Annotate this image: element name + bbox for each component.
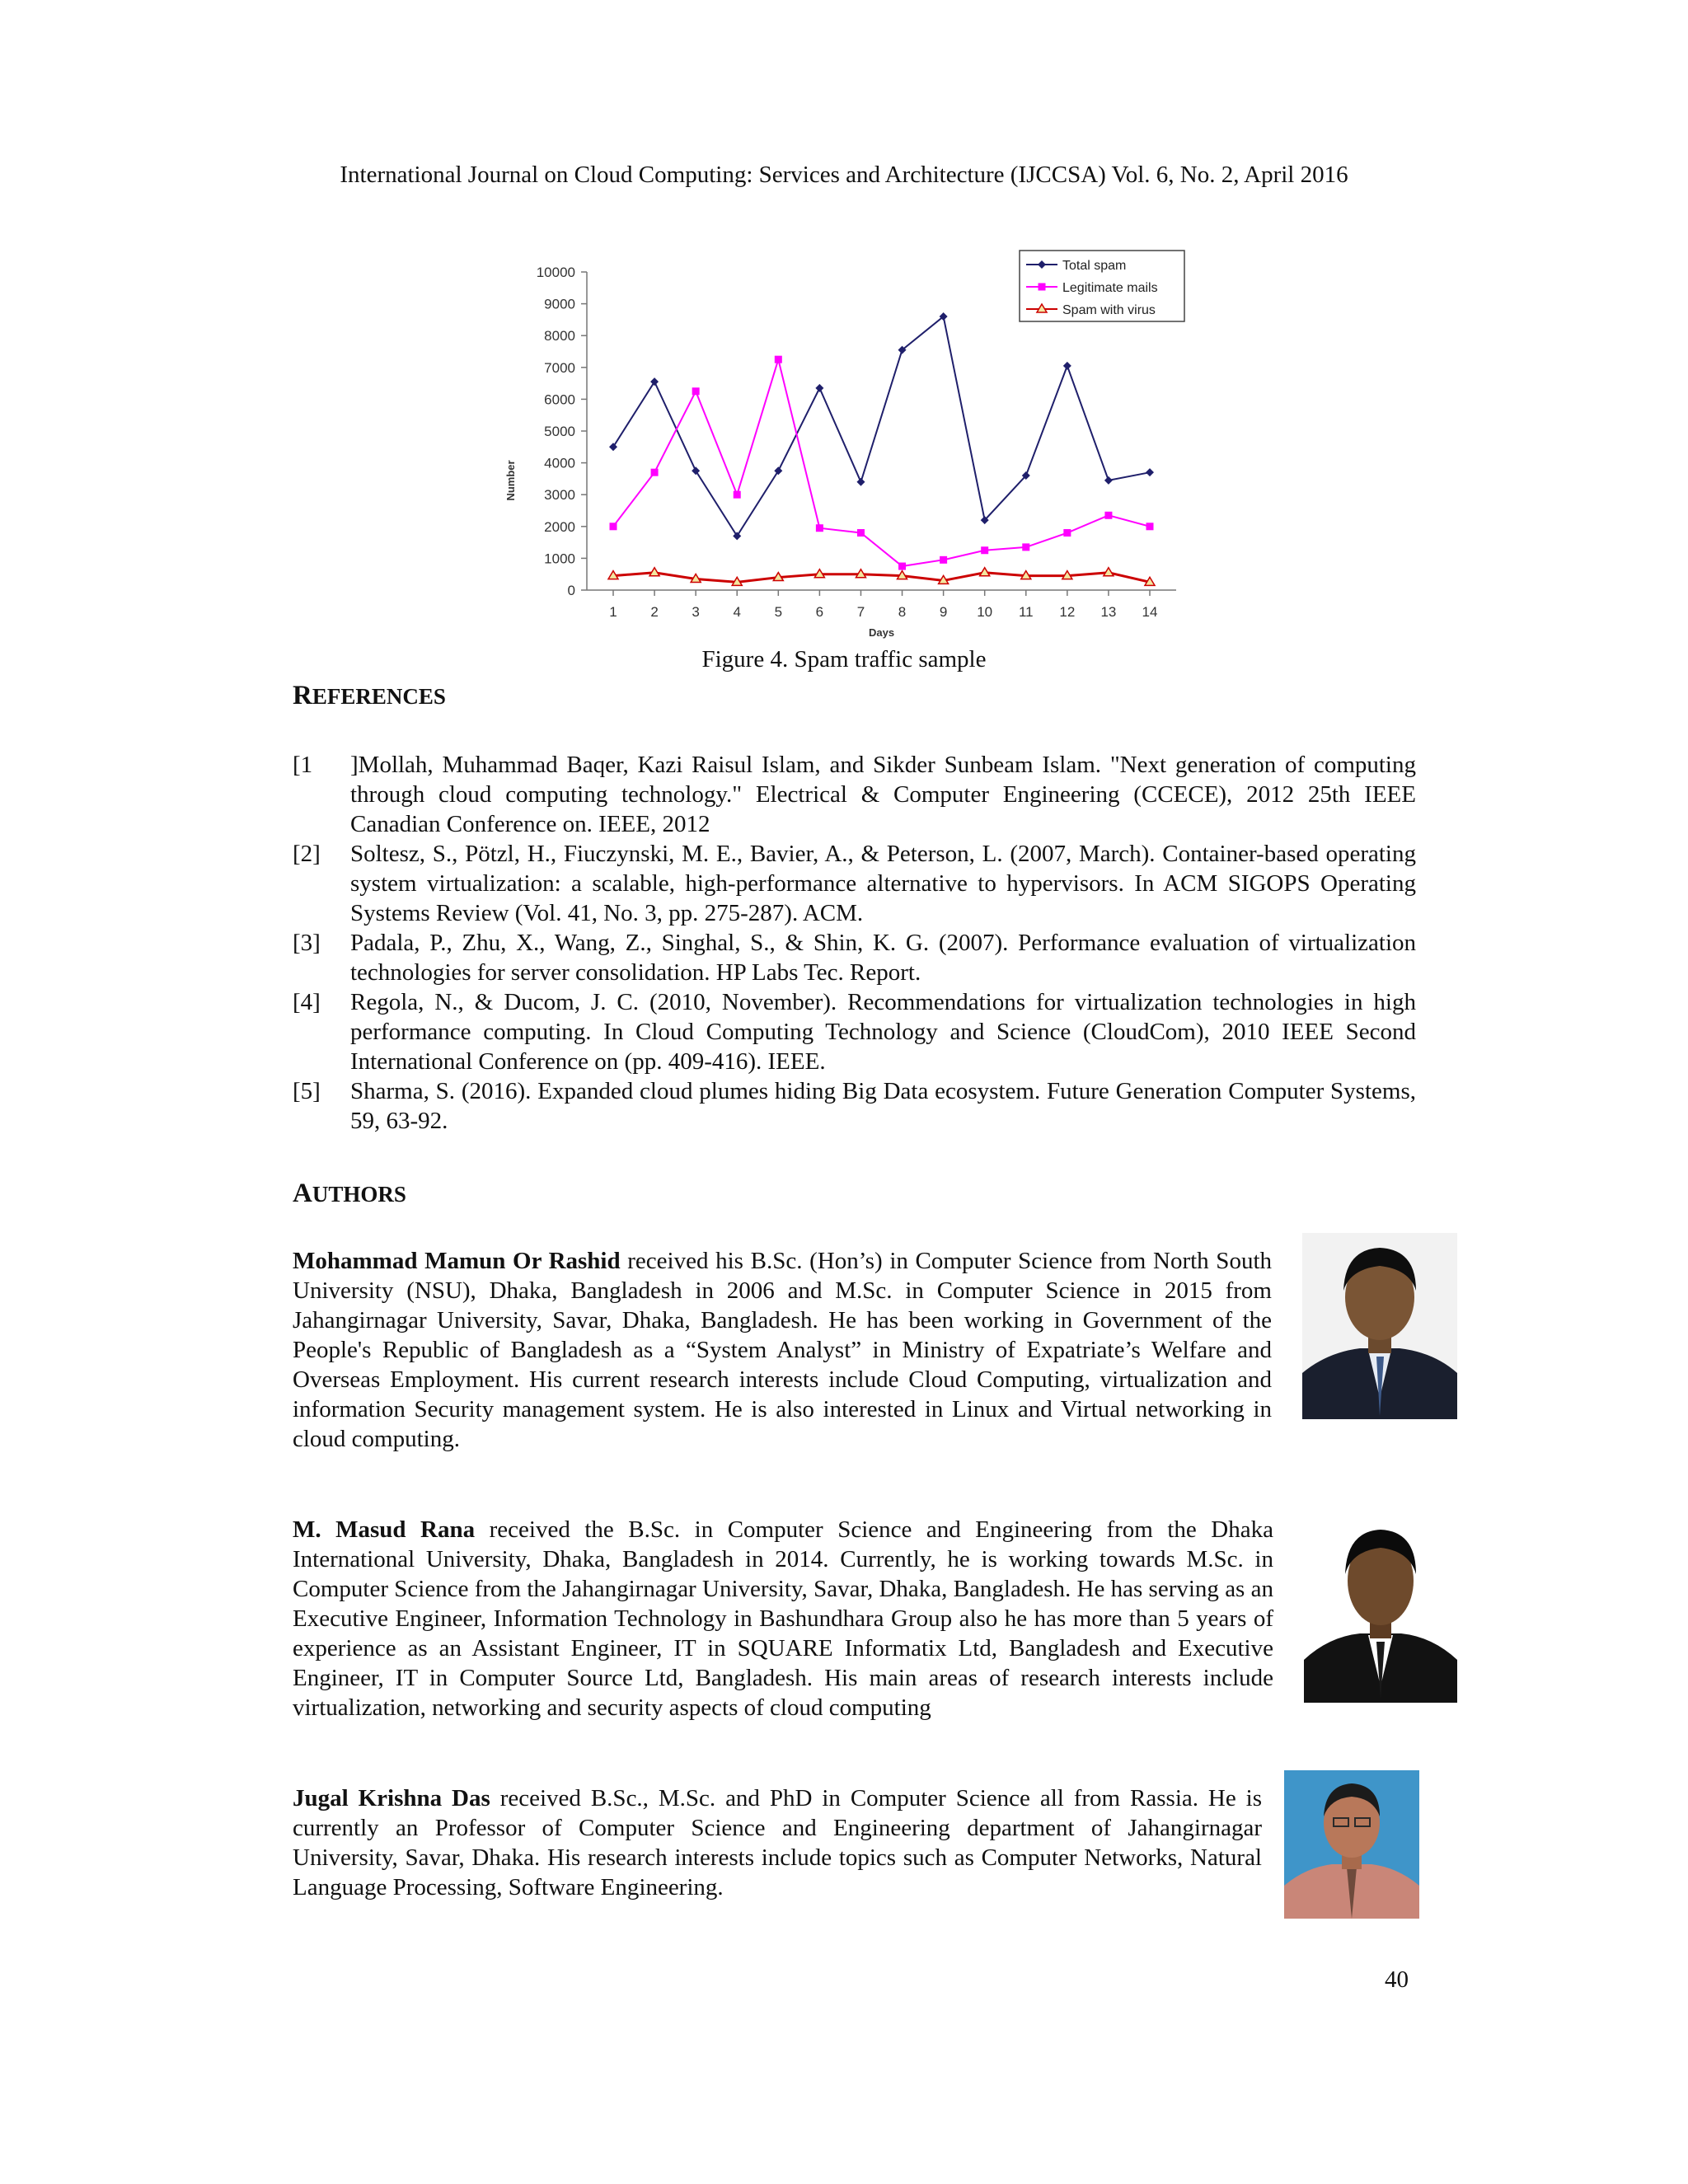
x-tick-label: 12: [1059, 604, 1076, 620]
y-tick-label: 8000: [544, 328, 575, 344]
data-point: [1104, 512, 1112, 519]
data-point: [692, 387, 700, 395]
figure-caption: Figure 4. Spam traffic sample: [701, 646, 987, 673]
author-photo: [1304, 1513, 1457, 1703]
y-tick-label: 9000: [544, 296, 575, 312]
x-tick-label: 7: [856, 604, 865, 620]
author-bio: [293, 1515, 1273, 1722]
x-tick-label: 5: [774, 604, 783, 620]
y-axis-title: Number: [504, 460, 517, 501]
legend-label: Spam with virus: [1062, 303, 1156, 317]
reference-text: Soltesz, S., Pötzl, H., Fiuczynski, M. E., Bavier, A., & Peterson, L. (2007, March). Container-based operating system virtualization: a scalable, high-performance alternative to hypervisors. In ACM SIGOPS Operating Systems Review (Vol. 41, No. 3, pp. 275-287). ACM.: [350, 841, 1416, 926]
x-tick-label: 9: [939, 604, 948, 620]
author-photo: [1284, 1770, 1419, 1919]
x-tick-label: 8: [898, 604, 907, 620]
x-tick-label: 11: [1018, 604, 1034, 620]
x-tick-label: 1: [609, 604, 617, 620]
reference-number: [4]: [293, 989, 321, 1015]
x-tick-label: 2: [650, 604, 659, 620]
data-point: [816, 524, 823, 532]
data-point: [775, 356, 782, 363]
x-axis-title: Days: [868, 626, 895, 639]
author-name: Jugal Krishna Das: [293, 1785, 490, 1811]
data-point: [1022, 543, 1029, 551]
y-tick-label: 3000: [544, 487, 575, 504]
data-point: [1063, 529, 1071, 537]
running-header: International Journal on Cloud Computing: Services and Architecture (IJCCSA) Vol. 6, No. 2, April 2016: [340, 162, 1348, 188]
reference-item: [293, 928, 1416, 987]
x-tick-label: 10: [977, 604, 993, 620]
reference-item: [293, 1076, 1416, 1136]
x-tick-label: 6: [815, 604, 824, 620]
reference-text: Padala, P., Zhu, X., Wang, Z., Singhal, S., & Shin, K. G. (2007). Performance evaluation of virtualization technologies for server consolidation. HP Labs Tec. Report.: [350, 930, 1416, 986]
author-bio-text: received B.Sc., M.Sc. and PhD in Computer Science all from Rassia. He is currently an Professor of Computer Science and Engineering department of Jahangirnagar University, Savar, Dhaka. His research interests include topics such as Computer Networks, Natural Language Processing, Software Engineering.: [293, 1785, 1262, 1900]
reference-number: [5]: [293, 1078, 321, 1104]
reference-text: Regola, N., & Ducom, J. C. (2010, November). Recommendations for virtualization technologies in high performance computing. In Cloud Computing Technology and Science (CloudCom), 2010 IEEE Second International Conference on (pp. 409-416). IEEE.: [350, 989, 1416, 1075]
data-point: [898, 563, 906, 570]
reference-item: [293, 987, 1416, 1076]
author-photo: [1302, 1233, 1457, 1419]
y-tick-label: 0: [567, 583, 575, 598]
data-point: [610, 523, 617, 530]
x-tick-label: 4: [733, 604, 741, 620]
reference-text: ]Mollah, Muhammad Baqer, Kazi Raisul Islam, and Sikder Sunbeam Islam. "Next generation of computing through cloud computing technology." Electrical & Computer Engineering (CCECE), 2012 25th IEEE Canadian Conference on. IEEE, 2012: [350, 752, 1416, 837]
data-point: [651, 469, 659, 476]
y-tick-label: 6000: [544, 391, 575, 408]
reference-item: [293, 839, 1416, 928]
y-tick-label: 2000: [544, 518, 575, 535]
author-bio: [293, 1783, 1262, 1902]
x-tick-label: 3: [692, 604, 700, 620]
data-point: [940, 556, 947, 564]
x-tick-label: 13: [1100, 604, 1117, 620]
reference-number: [2]: [293, 841, 321, 867]
spam-traffic-chart: [488, 244, 1197, 640]
y-tick-label: 7000: [544, 359, 575, 376]
data-point: [981, 546, 988, 554]
reference-number: [3]: [293, 930, 321, 956]
legend-label: Total spam: [1062, 259, 1127, 273]
data-point: [734, 491, 741, 499]
author-bio-text: received his B.Sc. (Hon’s) in Computer Science from North South University (NSU), Dhaka, Bangladesh in 2006 and M.Sc. in Computer Science in 2015 from Jahangirnagar University, Savar, Dhaka, Bangladesh. He has been working in Government of the People's Republic of Bangladesh as a “System Analyst” in Ministry of Expatriate’s Welfare and Overseas Employment. His current research interests include Cloud Computing, virtualization and information Security management system. He is also interested in Linux and Virtual networking in cloud computing.: [293, 1248, 1272, 1452]
y-tick-label: 10000: [536, 265, 575, 280]
references-list: [293, 750, 1416, 1136]
reference-number: [1: [293, 752, 313, 778]
data-point: [857, 529, 865, 537]
reference-item: [293, 750, 1416, 839]
authors-heading: AUTHORS: [293, 1179, 406, 1208]
author-bio: [293, 1246, 1272, 1454]
reference-text: Sharma, S. (2016). Expanded cloud plumes hiding Big Data ecosystem. Future Generation Computer Systems, 59, 63-92.: [350, 1078, 1416, 1134]
y-tick-label: 5000: [544, 424, 575, 439]
y-tick-label: 4000: [544, 455, 575, 471]
data-point: [1039, 284, 1046, 291]
author-name: Mohammad Mamun Or Rashid: [293, 1248, 621, 1274]
x-tick-label: 14: [1142, 604, 1158, 620]
data-point: [1146, 523, 1154, 530]
author-name: M. Masud Rana: [293, 1516, 476, 1543]
page-number: 40: [1385, 1966, 1409, 1993]
legend-label: Legitimate mails: [1062, 281, 1158, 295]
chart-legend: [1020, 251, 1184, 321]
y-tick-label: 1000: [544, 551, 575, 567]
author-bio-text: received the B.Sc. in Computer Science and Engineering from the Dhaka International University, Dhaka, Bangladesh in 2014. Currently, he is working towards M.Sc. in Computer Science from the Jahangirnagar University, Savar, Dhaka, Bangladesh. He has serving as an Executive Engineer, Information Technology in Bashundhara Group also he has more than 5 years of experience as an Assistant Engineer, IT in SQUARE Informatix Ltd, Bangladesh and Executive Engineer, IT in Computer Source Ltd, Bangladesh. His main areas of research interests include virtualization, networking and security aspects of cloud computing: [293, 1516, 1273, 1721]
references-heading: REFERENCES: [293, 681, 446, 710]
